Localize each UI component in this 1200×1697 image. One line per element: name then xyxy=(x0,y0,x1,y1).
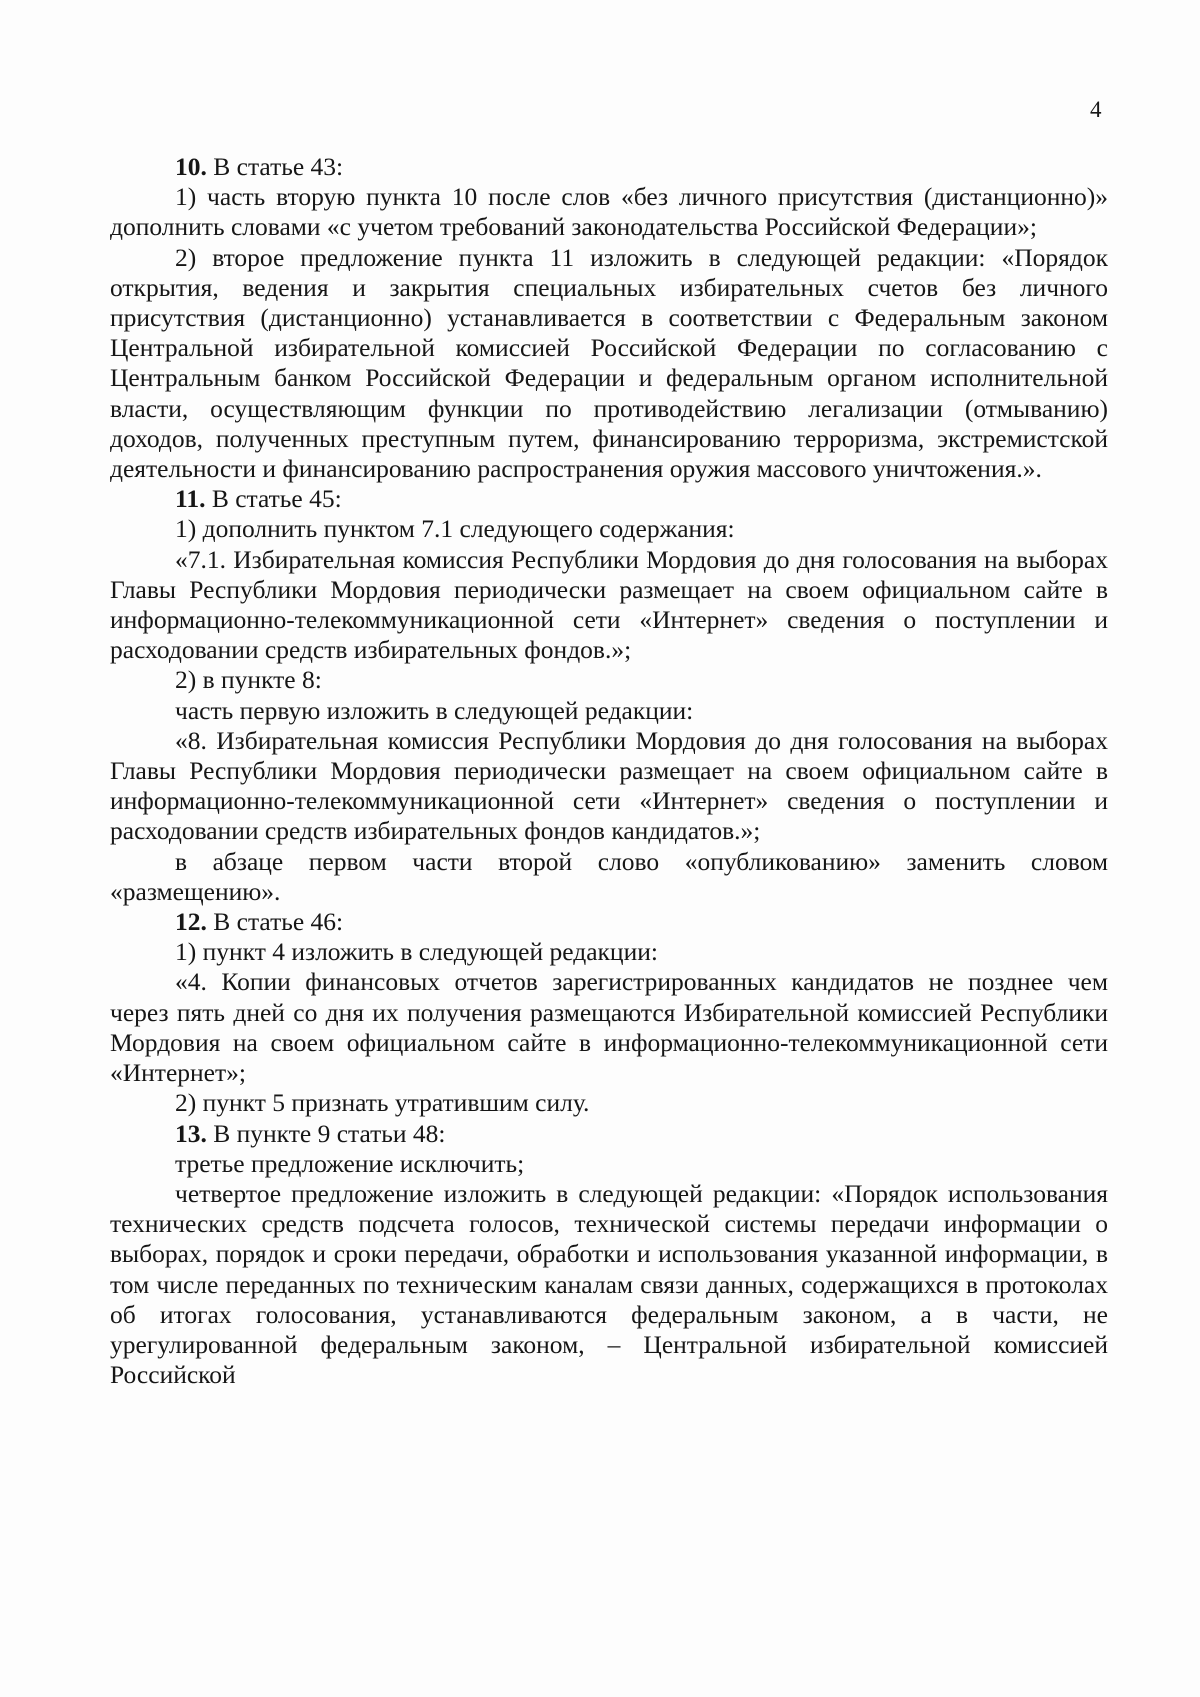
article-45-point-8: «8. Избирательная комиссия Республики Мордовия до дня голосования на выборах Главы Республики Мордовия периодически размещает на своем официальном сайте в информационно-телекоммуникационной сети «Интернет» сведения о поступлении и расходовании средств избирательных фондов кандидатов.»; xyxy=(110,725,1108,846)
article-45-item-1: 1) дополнить пунктом 7.1 следующего содержания: xyxy=(175,514,735,544)
article-46-point-4: «4. Копии финансовых отчетов зарегистрированных кандидатов не позднее чем через пять дней со дня их получения размещаются Избирательной комиссией Республики Мордовия на своем официальном сайте в информационно-телекоммуникационной сети «Интернет»; xyxy=(110,967,1108,1088)
article-43-item-2: 2) второе предложение пункта 11 изложить в следующей редакции: «Порядок открытия, ведения и закрытия специальных избирательных счетов без личного присутствия (дистанционно) устанавливается в соответствии с Федеральным законом Центральной избирательной комиссией Российской Федерации по согласованию с Центральным банком Российской Федерации и федеральным органом исполнительной власти, осуществляющим функции по противодействию легализации (отмыванию) доходов, полученных преступным путем, финансированию терроризма, экстремистской деятельности и финансированию распространения оружия массового уничтожения.». xyxy=(110,242,1108,484)
article-48-third-sentence: третье предложение исключить; xyxy=(175,1148,525,1178)
document-body xyxy=(110,152,1108,1390)
article-43-item-1: 1) часть вторую пункта 10 после слов «без личного присутствия (дистанционно)» дополнить словами «с учетом требований законодательства Российской Федерации»; xyxy=(110,182,1108,242)
article-45-item-2: 2) в пункте 8: xyxy=(175,665,322,695)
article-46-item-1: 1) пункт 4 изложить в следующей редакции: xyxy=(175,937,658,967)
page-number: 4 xyxy=(1090,97,1102,122)
article-46-item-2: 2) пункт 5 признать утратившим силу. xyxy=(175,1088,590,1118)
article-48-heading: 13. В пункте 9 статьи 48: xyxy=(175,1118,446,1148)
article-43-heading: 10. В статье 43: xyxy=(175,152,344,181)
article-45-point-7-1: «7.1. Избирательная комиссия Республики Мордовия до дня голосования на выборах Главы Республики Мордовия периодически размещает на своем официальном сайте в информационно-телекоммуникационной сети «Интернет» сведения о поступлении и расходовании средств избирательных фондов.»; xyxy=(110,544,1108,665)
article-45-heading: 11. В статье 45: xyxy=(175,484,342,514)
article-46-heading: 12. В статье 46: xyxy=(175,907,344,937)
article-45-part-two-instruction: в абзаце первом части второй слово «опубликованию» заменить словом «размещению». xyxy=(110,846,1108,906)
article-48-fourth-sentence: четвертое предложение изложить в следующей редакции: «Порядок использования технических средств подсчета голосов, технической системы передачи информации о выборах, порядок и сроки передачи, обработки и использования указанной информации, в том числе переданных по техническим каналам связи данных, содержащихся в протоколах об итогах голосования, устанавливаются федеральным законом, а в части, не урегулированной федеральным законом, – Центральной избирательной комиссией Российской xyxy=(110,1178,1108,1390)
article-45-part-one-instruction: часть первую изложить в следующей редакции: xyxy=(175,695,694,725)
